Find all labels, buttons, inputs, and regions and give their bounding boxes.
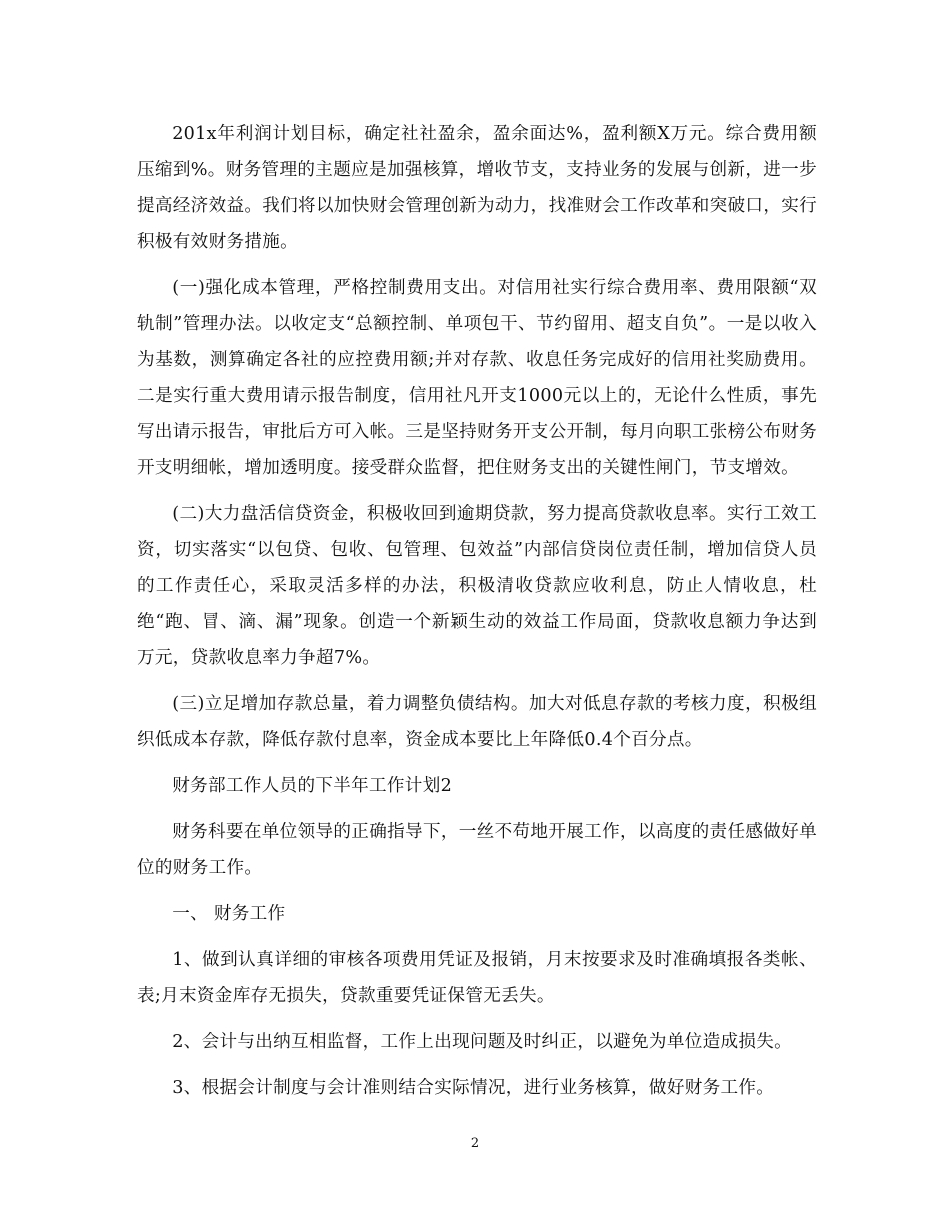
section-heading-finance-work: 一、 财务工作 <box>172 904 286 924</box>
paragraph-profit-plan: 201x年利润计划目标，确定社社盈余，盈余面达%，盈利额X万元。综合费用额压缩到%。财务管理的主题应是加强核算，增收节支，支持业务的发展与创新，进一步提高经济效益。我们将以加快财会管理创新为动力，找准财会工作改革和突破口，实行积极有效财务措施。 <box>137 124 817 252</box>
paragraph-credit-funds: (二)大力盘活信贷资金，积极收回到逾期贷款，努力提高贷款收息率。实行工效工资，切实落实“以包贷、包收、包管理、包效益”内部信贷岗位责任制，增加信贷人员的工作责任心，采取灵活多样的办法，积极清收贷款应收利息，防止人情收息，杜绝“跑、冒、滴、漏”现象。创造一个新颖生动的效益工作局面，贷款收息额力争达到万元，贷款收息率力争超7%。 <box>137 504 817 668</box>
paragraph-finance-intro: 财务科要在单位领导的正确指导下，一丝不苟地开展工作，以高度的责任感做好单位的财务工作。 <box>137 822 817 878</box>
section-title-plan-2: 财务部工作人员的下半年工作计划2 <box>172 776 453 796</box>
list-item-audit: 1、做到认真详细的审核各项费用凭证及报销，月末按要求及时准确填报各类帐、表;月末资金库存无损失，贷款重要凭证保管无丢失。 <box>137 950 817 1006</box>
paragraph-cost-management: (一)强化成本管理，严格控制费用支出。对信用社实行综合费用率、费用限额“双轨制”管理办法。以收定支“总额控制、单项包干、节约留用、超支自负”。一是以收入为基数，测算确定各社的应控费用额;并对存款、收息任务完成好的信用社奖励费用。二是实行重大费用请示报告制度，信用社凡开支1000元以上的，无论什么性质，事先写出请示报告，审批后方可入帐。三是坚持财务开支公开制，每月向职工张榜公布财务开支明细帐，增加透明度。接受群众监督，把住财务支出的关键性闸门，节支增效。 <box>137 278 817 478</box>
page-number: 2 <box>470 1136 480 1151</box>
list-item-supervision: 2、会计与出纳互相监督，工作上出现问题及时纠正，以避免为单位造成损失。 <box>172 1032 793 1052</box>
list-item-accounting: 3、根据会计制度与会计准则结合实际情况，进行业务核算，做好财务工作。 <box>172 1078 775 1098</box>
paragraph-deposit-growth: (三)立足增加存款总量，着力调整负债结构。加大对低息存款的考核力度，积极组织低成本存款，降低存款付息率，资金成本要比上年降低0.4个百分点。 <box>137 694 817 750</box>
document-body <box>137 116 817 1116</box>
